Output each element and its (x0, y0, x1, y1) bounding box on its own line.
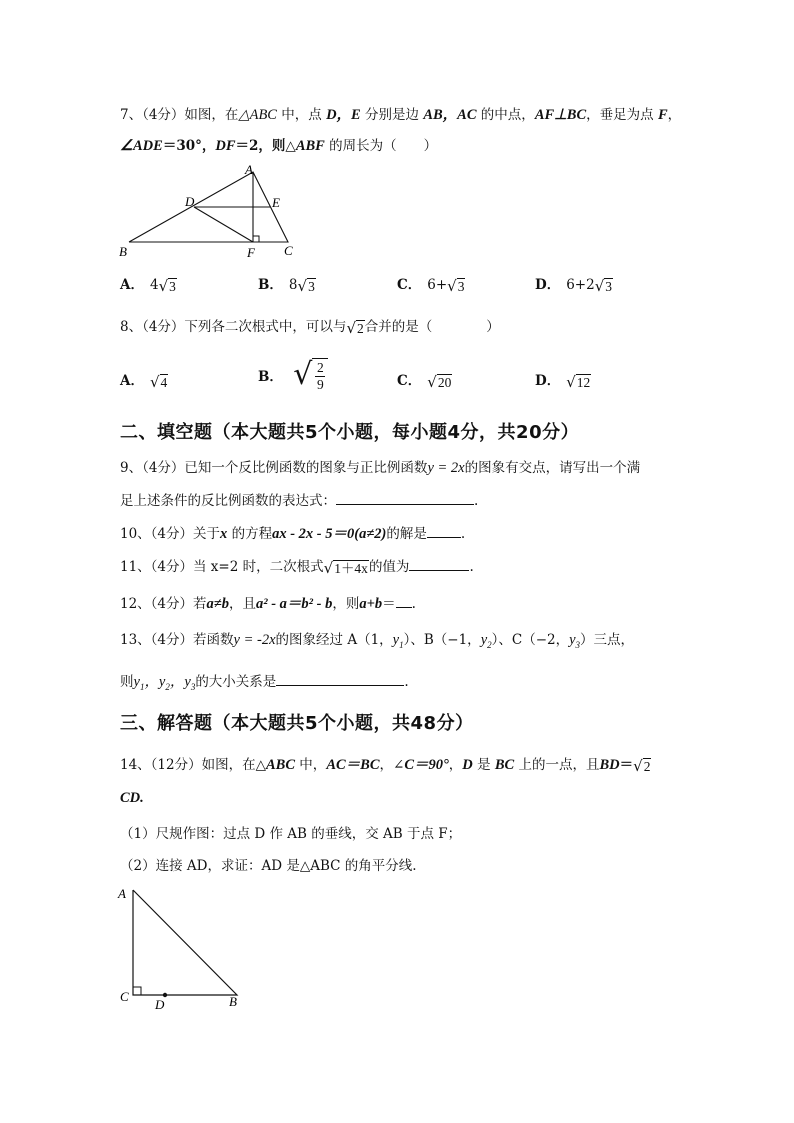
segment-df (194, 207, 253, 242)
q10-line: 10、（4分）关于x 的方程ax - 2x - 5＝0(a≠2)的解是 . (120, 526, 466, 542)
sqrt-symbol: √ 3 (594, 276, 613, 295)
q9-line1: 9、（4分）已知一个反比例函数的图象与正比例函数y = 2x的图象有交点，请写出一个满 (120, 460, 641, 476)
sqrt-symbol: √ 3 (158, 276, 176, 295)
answer-blank[interactable] (336, 492, 474, 505)
label-d: D (155, 997, 165, 1012)
section-3-heading: 三、解答题（本大题共5个小题，共48分） (120, 713, 474, 734)
q7-line2: ∠ADE＝30°，DF＝2，则△ABF 的周长为（ ） (120, 138, 438, 154)
q13-line1: 13、（4分）若函数y = -2x的图象经过 A（1，$y_1$）、B（−1，$y_2$）、C（−2，$y_3$）三点， (120, 632, 635, 650)
q8-option-a[interactable]: A． √ 4 (120, 372, 168, 391)
q7-option-a[interactable]: A． 4 √ 3 (120, 276, 176, 295)
sqrt-symbol: √ 3 (297, 276, 315, 295)
sqrt-symbol: √ 1＋4x (323, 558, 368, 577)
q13-line2: 则$y_1$，$y_2$，$y_3$的大小关系是 . (120, 674, 409, 692)
q7-line1: 7、（4分）如图，在△ABC 中，点 D，E 分别是边 AB，AC 的中点，AF⊥BC，垂足为点 F， (120, 107, 682, 123)
answer-blank[interactable] (427, 525, 461, 538)
section-2-heading: 二、填空题（本大题共5个小题，每小题4分，共20分） (120, 422, 580, 443)
label-f: F (247, 245, 255, 260)
answer-blank[interactable] (396, 595, 412, 608)
q14-right-triangle-figure (115, 880, 255, 1012)
q14-part1: （1）尺规作图：过点 D 作 AB 的垂线，交 AB 于点 F； (120, 826, 462, 842)
label-b: B (119, 244, 127, 259)
q14-part2: （2）连接 AD，求证：AD 是△ABC 的角平分线. (120, 858, 417, 874)
answer-blank[interactable] (276, 673, 404, 686)
triangle-abc (133, 890, 237, 995)
label-c: C (120, 989, 129, 1004)
label-d: D (185, 194, 195, 209)
q9-line2: 足上述条件的反比例函数的表达式： . (120, 493, 479, 509)
label-a: A (118, 886, 126, 901)
label-b: B (229, 994, 237, 1009)
label-e: E (272, 195, 280, 210)
q14-line1: 14、（12分）如图，在△ABC 中，AC＝BC，∠C＝90°，D 是 BC 上的一点，且BD＝ √ 2 (120, 756, 651, 775)
q7-option-d[interactable]: D． 6+2 √ 3 (535, 276, 613, 295)
q8-option-c[interactable]: C． √ 20 (397, 372, 452, 391)
sqrt-symbol: √ 20 (427, 372, 452, 391)
q12-line: 12、（4分）若a≠b，且a² - a＝b² - b，则a+b＝ . (120, 596, 416, 612)
q8-stem: 8、（4分）下列各二次根式中，可以与 √ 2 合并的是（ ） (120, 318, 500, 337)
answer-blank[interactable] (409, 558, 469, 571)
q7-option-b[interactable]: B． 8 √ 3 (258, 276, 315, 295)
q8-option-b[interactable]: B． √ 2 9 (258, 355, 328, 395)
sqrt-symbol: √ 2 (633, 756, 651, 775)
sqrt-fraction: √ 2 9 (293, 355, 328, 395)
label-c: C (284, 243, 293, 258)
sqrt-symbol: √ 4 (149, 372, 168, 391)
right-angle-mark (133, 987, 141, 995)
q14-line2: CD. (120, 790, 144, 806)
right-angle-mark (253, 236, 259, 242)
label-a: A (245, 162, 253, 177)
q11-line: 11、（4分）当 x=2 时，二次根式 √ 1＋4x 的值为 . (120, 558, 474, 577)
q7-option-c[interactable]: C． 6+ √ 3 (397, 276, 465, 295)
sqrt-symbol: √ 12 (566, 372, 591, 391)
sqrt-symbol: √ 2 (346, 318, 364, 337)
q7-triangle-figure (115, 160, 305, 265)
q8-option-d[interactable]: D． √ 12 (535, 372, 591, 391)
sqrt-symbol: √ 3 (447, 276, 465, 295)
